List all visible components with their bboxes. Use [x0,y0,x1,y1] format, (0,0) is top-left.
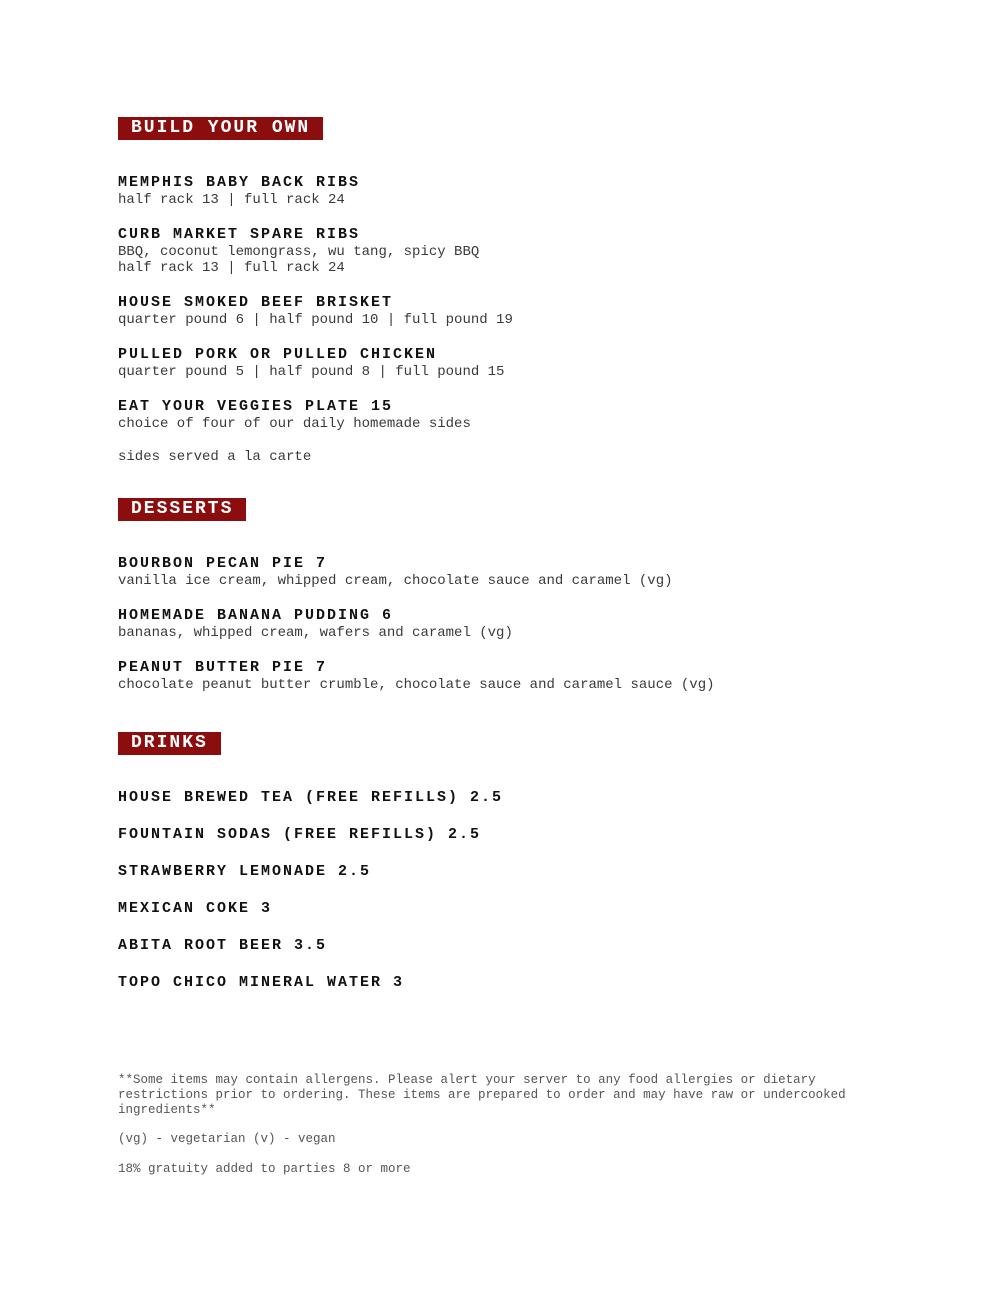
menu-item-name: HOMEMADE BANANA PUDDING 6 [118,607,394,624]
menu-item-price-line: half rack 13 | full rack 24 [118,260,345,276]
section-heading-drinks: DRINKS [118,732,221,755]
menu-item-name: MEMPHIS BABY BACK RIBS [118,174,361,191]
menu-item-name: PEANUT BUTTER PIE 7 [118,659,328,676]
drink-item: MEXICAN COKE 3 [118,900,273,917]
menu-item-price-line: quarter pound 6 | half pound 10 | full pound 19 [118,312,513,328]
menu-item-name: BOURBON PECAN PIE 7 [118,555,328,572]
drink-item: TOPO CHICO MINERAL WATER 3 [118,974,405,991]
diet-legend: (vg) - vegetarian (v) - vegan [118,1132,336,1146]
drink-item: FOUNTAIN SODAS (FREE REFILLS) 2.5 [118,826,482,843]
drink-item: ABITA ROOT BEER 3.5 [118,937,328,954]
drink-item: STRAWBERRY LEMONADE 2.5 [118,863,372,880]
drink-item: HOUSE BREWED TEA (FREE REFILLS) 2.5 [118,789,504,806]
menu-item-description: BBQ, coconut lemongrass, wu tang, spicy BBQ [118,244,480,260]
menu-item-description: half rack 13 | full rack 24 [118,192,345,208]
gratuity-note: 18% gratuity added to parties 8 or more [118,1162,411,1176]
menu-item-description: choice of four of our daily homemade sides [118,416,471,432]
menu-item-description: bananas, whipped cream, wafers and caramel (vg) [118,625,513,641]
sides-note: sides served a la carte [118,449,312,465]
allergen-notice: **Some items may contain allergens. Please alert your server to any food allergies or dietary restrictions prior to ordering. These items are prepared to order and may have raw or undercooked ingredients** [118,1073,846,1117]
menu-item-name: HOUSE SMOKED BEEF BRISKET [118,294,394,311]
menu-item-description: vanilla ice cream, whipped cream, chocolate sauce and caramel (vg) [118,573,673,589]
section-heading-desserts: DESSERTS [118,498,246,521]
menu-item-name: CURB MARKET SPARE RIBS [118,226,361,243]
menu-item-description: chocolate peanut butter crumble, chocolate sauce and caramel sauce (vg) [118,677,715,693]
menu-item-name: EAT YOUR VEGGIES PLATE 15 [118,398,394,415]
section-heading-build-your-own: BUILD YOUR OWN [118,117,323,140]
menu-item-price-line: quarter pound 5 | half pound 8 | full pound 15 [118,364,505,380]
menu-item-name: PULLED PORK OR PULLED CHICKEN [118,346,438,363]
